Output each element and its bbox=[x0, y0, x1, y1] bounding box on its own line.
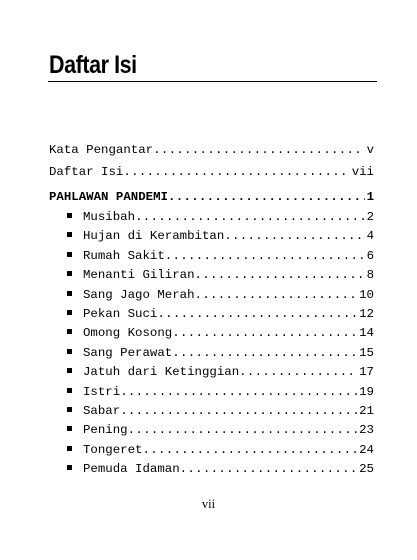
toc-entry-page: 8 bbox=[366, 268, 374, 283]
dot-leader bbox=[143, 441, 358, 459]
toc-subentry bbox=[67, 208, 374, 226]
square-bullet-icon bbox=[67, 232, 72, 237]
toc-entry-page: 15 bbox=[359, 345, 374, 360]
toc-entry-label: Rumah Sakit bbox=[83, 248, 165, 263]
square-bullet-icon bbox=[67, 465, 72, 470]
toc-entry-label: Sang Perawat bbox=[83, 345, 173, 360]
toc-entry-label: PAHLAWAN PANDEMI bbox=[49, 190, 168, 204]
toc-entry-label: Sabar bbox=[83, 404, 121, 418]
toc-subentry bbox=[67, 402, 374, 420]
toc-subentry bbox=[67, 266, 374, 284]
toc-entry bbox=[49, 163, 374, 181]
toc-entry-page: 25 bbox=[359, 462, 374, 477]
dot-leader bbox=[224, 227, 364, 245]
square-bullet-icon bbox=[67, 349, 72, 354]
toc-entry-label: Istri bbox=[83, 384, 121, 399]
toc-subentry bbox=[67, 286, 374, 304]
toc-subentry bbox=[67, 247, 374, 265]
toc-entry-page: 23 bbox=[359, 423, 374, 438]
square-bullet-icon bbox=[67, 368, 72, 373]
toc-entry bbox=[49, 188, 374, 206]
toc-entry-page: vii bbox=[351, 165, 374, 179]
dot-leader bbox=[135, 208, 365, 226]
page-title: Daftar Isi bbox=[49, 51, 137, 79]
dot-leader bbox=[123, 163, 349, 181]
toc-subentry bbox=[67, 344, 374, 362]
toc-subentry bbox=[67, 305, 374, 323]
square-bullet-icon bbox=[67, 310, 72, 315]
toc-subentry bbox=[67, 421, 374, 439]
toc-subentry bbox=[67, 363, 374, 381]
toc-entry-label: Pekan Suci bbox=[83, 307, 158, 321]
toc-subentry bbox=[67, 227, 374, 245]
dot-leader bbox=[195, 266, 365, 284]
square-bullet-icon bbox=[67, 252, 72, 257]
square-bullet-icon bbox=[67, 213, 72, 218]
toc-entry-label: Hujan di Kerambitan bbox=[83, 229, 225, 244]
dot-leader bbox=[239, 363, 357, 381]
toc-entry-label: Daftar Isi bbox=[49, 165, 124, 179]
toc-entry-label: Musibah bbox=[83, 210, 136, 224]
dot-leader bbox=[157, 305, 357, 323]
toc-entry-label: Pening bbox=[83, 423, 128, 438]
toc-subentry bbox=[67, 383, 374, 401]
square-bullet-icon bbox=[67, 329, 72, 334]
square-bullet-icon bbox=[67, 407, 72, 412]
toc-entry-page: 19 bbox=[359, 384, 374, 399]
toc-subentry bbox=[67, 441, 374, 459]
toc-entry-page: 1 bbox=[366, 190, 374, 204]
toc-entry-page: v bbox=[366, 143, 374, 157]
dot-leader bbox=[168, 188, 365, 206]
dot-leader bbox=[153, 141, 364, 159]
toc-entry-page: 2 bbox=[366, 210, 374, 224]
toc-entry-label: Pemuda Idaman bbox=[83, 462, 180, 477]
dot-leader bbox=[128, 421, 358, 439]
dot-leader bbox=[165, 247, 365, 265]
page-number: vii bbox=[201, 497, 216, 511]
toc-subentry bbox=[67, 324, 374, 342]
toc-entry-page: 24 bbox=[359, 442, 374, 457]
toc-entry-page: 21 bbox=[359, 404, 374, 418]
toc-subentry bbox=[67, 460, 374, 478]
toc-entry-label: Kata Pengantar bbox=[49, 143, 154, 157]
toc-entry-page: 10 bbox=[359, 287, 374, 302]
dot-leader bbox=[180, 460, 357, 478]
dot-leader bbox=[195, 286, 358, 304]
toc-entry-label: Jatuh dari Ketinggian bbox=[83, 365, 240, 380]
square-bullet-icon bbox=[67, 388, 72, 393]
toc-entry-page: 4 bbox=[366, 229, 374, 244]
dot-leader bbox=[172, 344, 357, 362]
toc-entry-label: Sang Jago Merah bbox=[83, 287, 195, 302]
square-bullet-icon bbox=[67, 426, 72, 431]
toc-entry-page: 17 bbox=[359, 365, 374, 380]
dot-leader bbox=[172, 324, 357, 342]
toc-entry-page: 14 bbox=[359, 326, 374, 341]
dot-leader bbox=[120, 402, 357, 420]
dot-leader bbox=[120, 383, 357, 401]
toc-entry-label: Menanti Giliran bbox=[83, 268, 195, 283]
toc-entry-label: Omong Kosong bbox=[83, 326, 173, 341]
toc-entry bbox=[49, 141, 374, 159]
square-bullet-icon bbox=[67, 271, 72, 276]
toc-entry-label: Tongeret bbox=[83, 442, 143, 457]
square-bullet-icon bbox=[67, 291, 72, 296]
square-bullet-icon bbox=[67, 446, 72, 451]
toc-entry-page: 6 bbox=[366, 248, 374, 263]
toc-entry-page: 12 bbox=[359, 307, 374, 321]
